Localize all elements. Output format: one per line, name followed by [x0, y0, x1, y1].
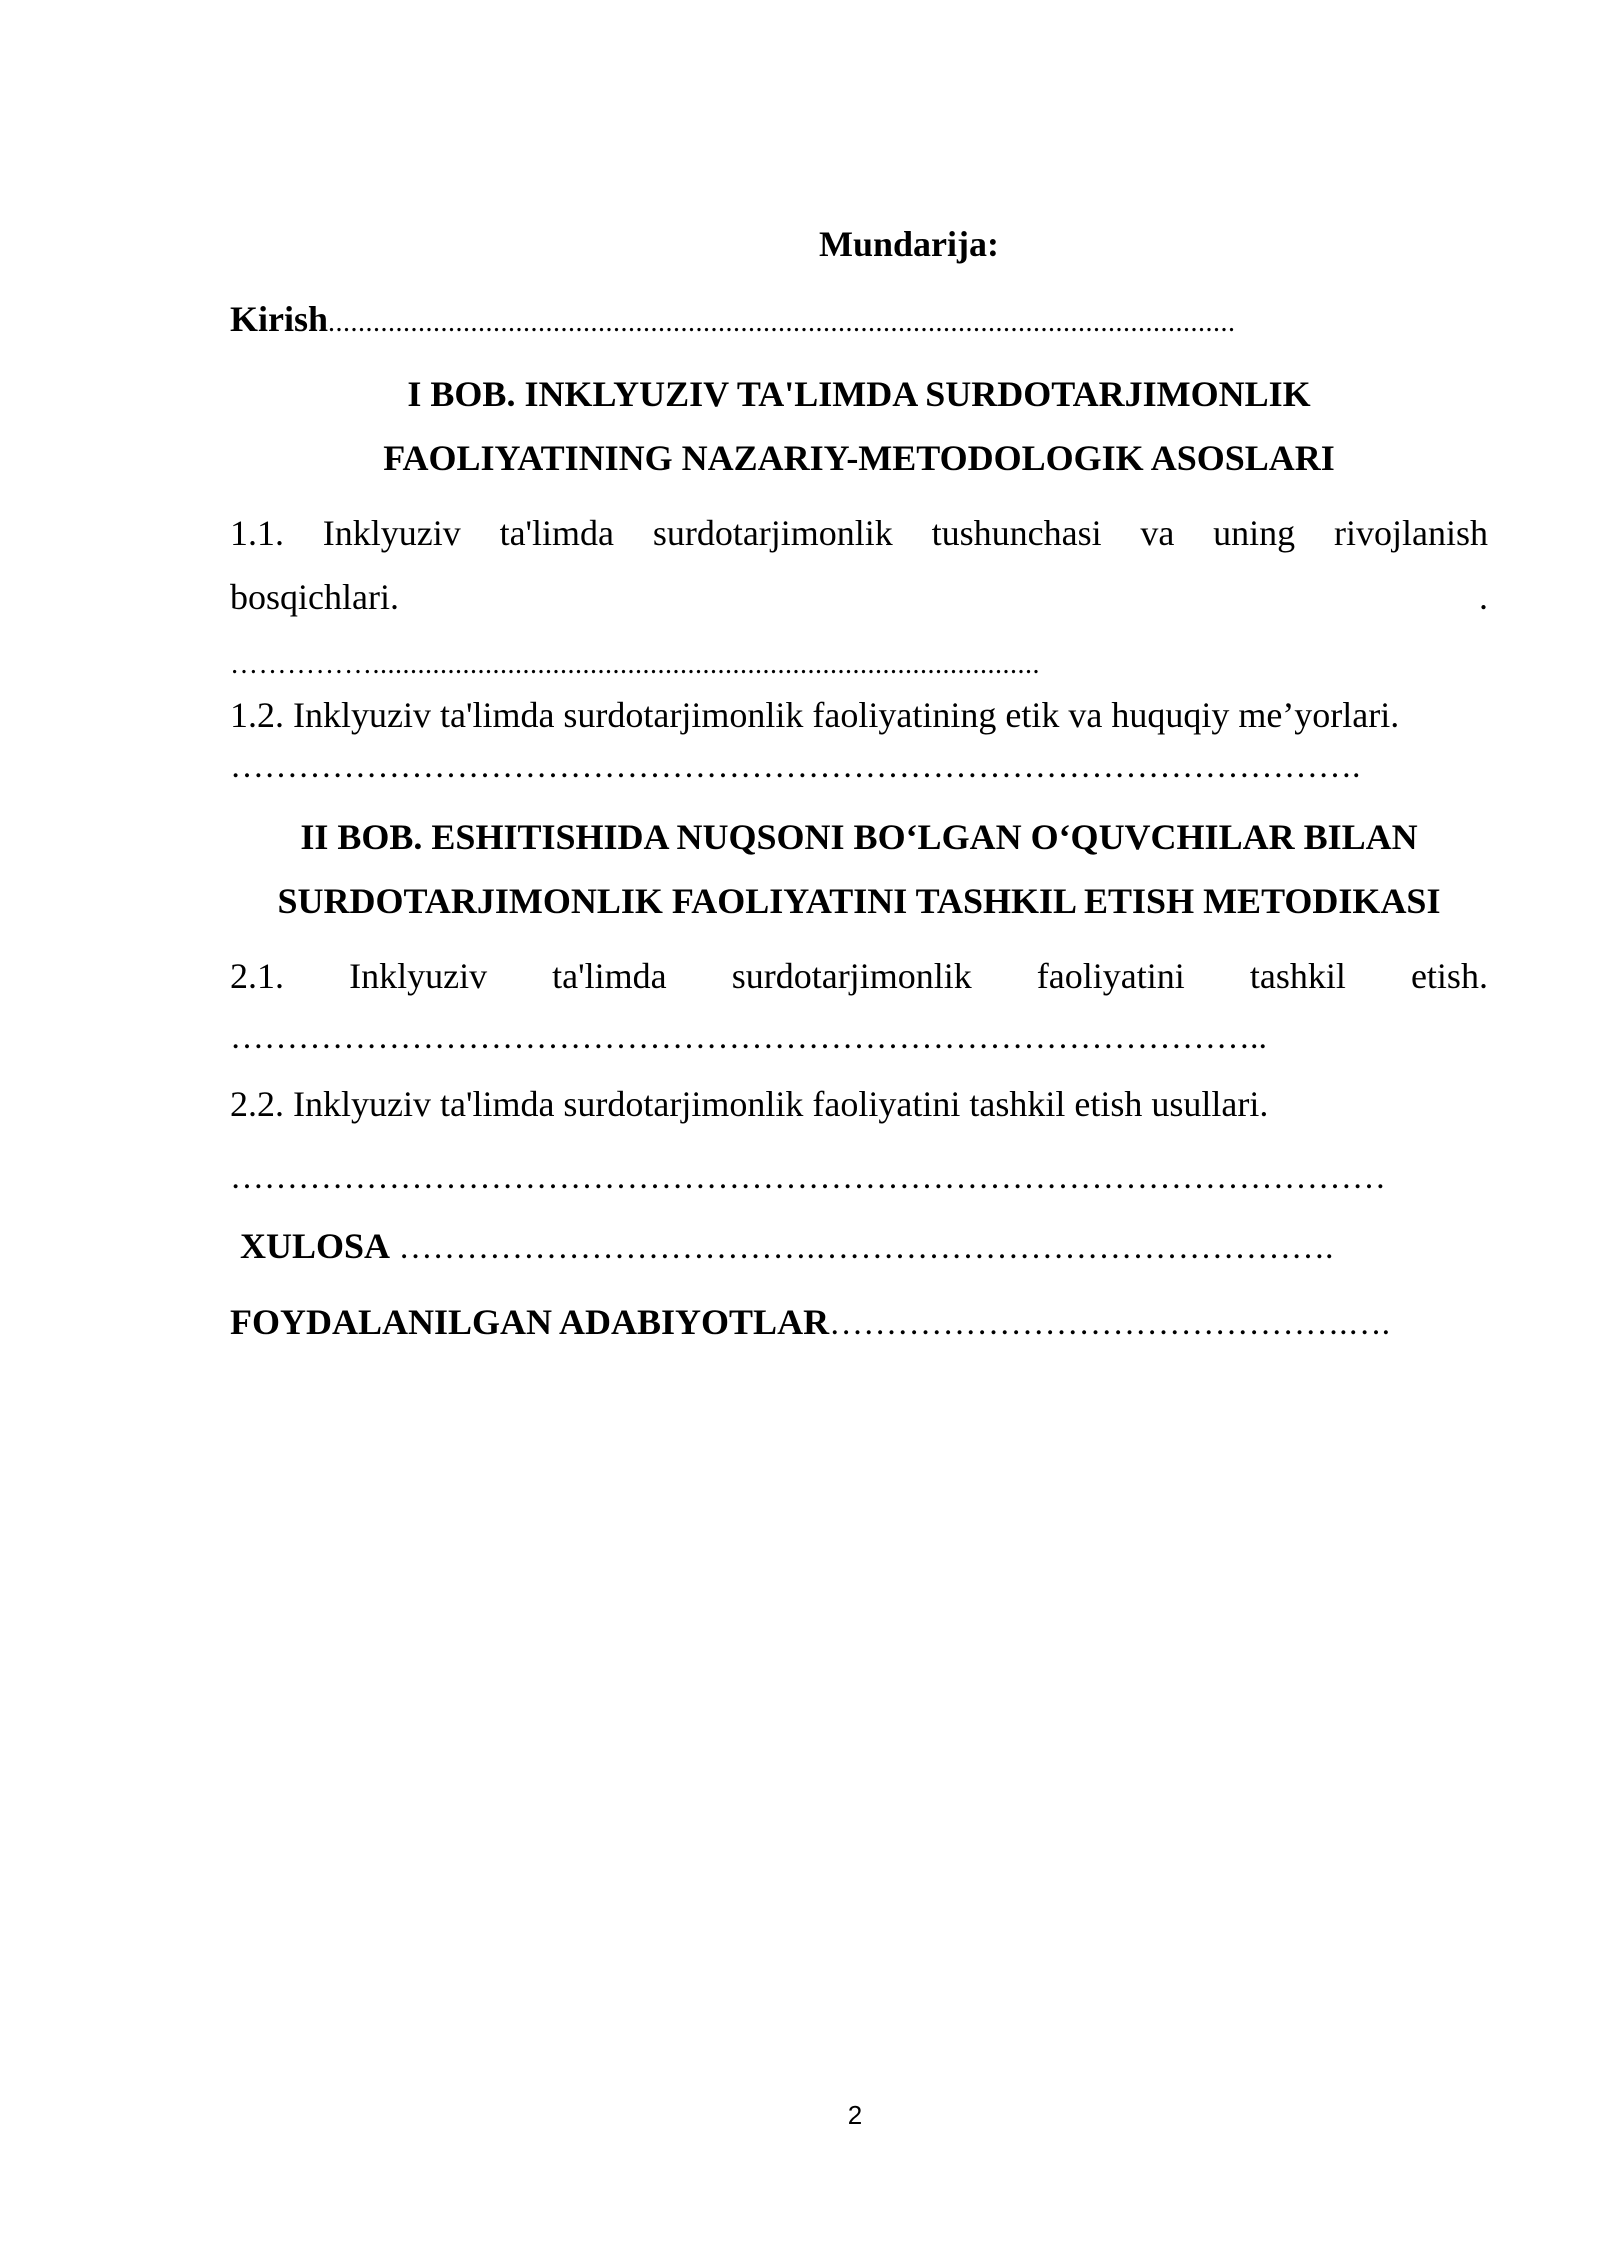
toc-1-1-line-1 — [230, 501, 1488, 565]
toc-1-1-word: uning — [1213, 513, 1296, 553]
toc-2-1-word: surdotarjimonlik — [731, 956, 972, 996]
toc-1-1-word: ta'limda — [499, 513, 615, 553]
chapter-2-heading — [230, 805, 1488, 933]
chapter-1-line-2: FAOLIYATINING NAZARIY-METODOLOGIK ASOSLARI — [383, 438, 1335, 478]
toc-2-1-word: ta'limda — [552, 956, 667, 996]
toc-intro-dots: ......................................................................................................................... — [328, 307, 1236, 338]
toc-entry-2-1 — [230, 944, 1488, 1072]
toc-entry-2-2 — [230, 1072, 1488, 1208]
toc-1-1-word: surdotarjimonlik — [652, 513, 893, 553]
toc-entry-1-2 — [230, 685, 1488, 801]
toc-2-1-dots-text: ……………………………………………………………………………….. — [230, 1019, 1267, 1056]
toc-entry-conclusion — [230, 1208, 1488, 1284]
toc-1-2-dots-text: ………………………………………………………………………………………. — [230, 748, 1361, 785]
table-of-contents — [230, 212, 1488, 1360]
toc-2-2-text: 2.2. Inklyuziv ta'limda surdotarjimonlik faoliyatini tashkil etish usullari. — [230, 1084, 1269, 1124]
toc-1-1-word: 1.1. — [230, 513, 284, 553]
toc-1-1-line-2 — [230, 565, 1488, 629]
toc-2-1-word: Inklyuziv — [349, 956, 488, 996]
toc-references-label: FOYDALANILGAN ADABIYOTLAR — [230, 1302, 830, 1342]
toc-2-1-word: faoliyatini — [1036, 956, 1185, 996]
chapter-2-line-2: SURDOTARJIMONLIK FAOLIYATINI TASHKIL ETISH METODIKASI — [277, 881, 1441, 921]
toc-1-1-word: Inklyuziv — [322, 513, 461, 553]
toc-1-1-word: va — [1140, 513, 1175, 553]
toc-references-dots: ……………………………………….…. — [829, 1305, 1391, 1342]
chapter-1-line-1: I BOB. INKLYUZIV TA'LIMDA SURDOTARJIMONLIK — [407, 374, 1311, 414]
toc-1-1-word: rivojlanish — [1333, 513, 1488, 553]
toc-1-2-text: 1.2. Inklyuziv ta'limda surdotarjimonlik faoliyatining etik va huquqiy me’yorlari. — [230, 695, 1400, 735]
page-number: 2 — [847, 2100, 863, 2130]
toc-2-1-line-1 — [230, 944, 1488, 1008]
toc-2-1-word: etish. — [1410, 956, 1488, 996]
toc-1-1-dots-text: ……………......................................................................................... — [230, 649, 1040, 680]
toc-2-1-dots — [230, 1008, 1488, 1072]
toc-1-1-line-2-end: . — [1479, 577, 1488, 617]
toc-entry-1-1 — [230, 501, 1488, 693]
toc-entry-references — [230, 1284, 1488, 1360]
toc-intro-label: Kirish — [230, 299, 329, 339]
chapter-2-line-1: II BOB. ESHITISHIDA NUQSONI BO‘LGAN O‘QUVCHILAR BILAN — [300, 817, 1418, 857]
toc-entry-intro — [230, 287, 1488, 351]
toc-2-2-dots — [230, 1136, 1488, 1208]
toc-2-1-word: 2.1. — [230, 956, 284, 996]
toc-2-1-word: tashkil — [1249, 956, 1346, 996]
toc-1-1-dots — [230, 629, 1488, 693]
toc-conclusion-label: XULOSA — [240, 1226, 391, 1266]
toc-conclusion-dots: ……………………………….………………………………………. — [390, 1229, 1334, 1266]
toc-1-1-line-2-text: bosqichlari. — [230, 577, 399, 617]
toc-1-1-word: tushunchasi — [931, 513, 1102, 553]
page-title: Mundarija: — [819, 224, 999, 264]
toc-1-2-dots — [230, 745, 1488, 801]
chapter-1-heading — [230, 362, 1488, 490]
toc-2-2-dots-text: ………………………………………………………………………………………… — [230, 1159, 1386, 1196]
